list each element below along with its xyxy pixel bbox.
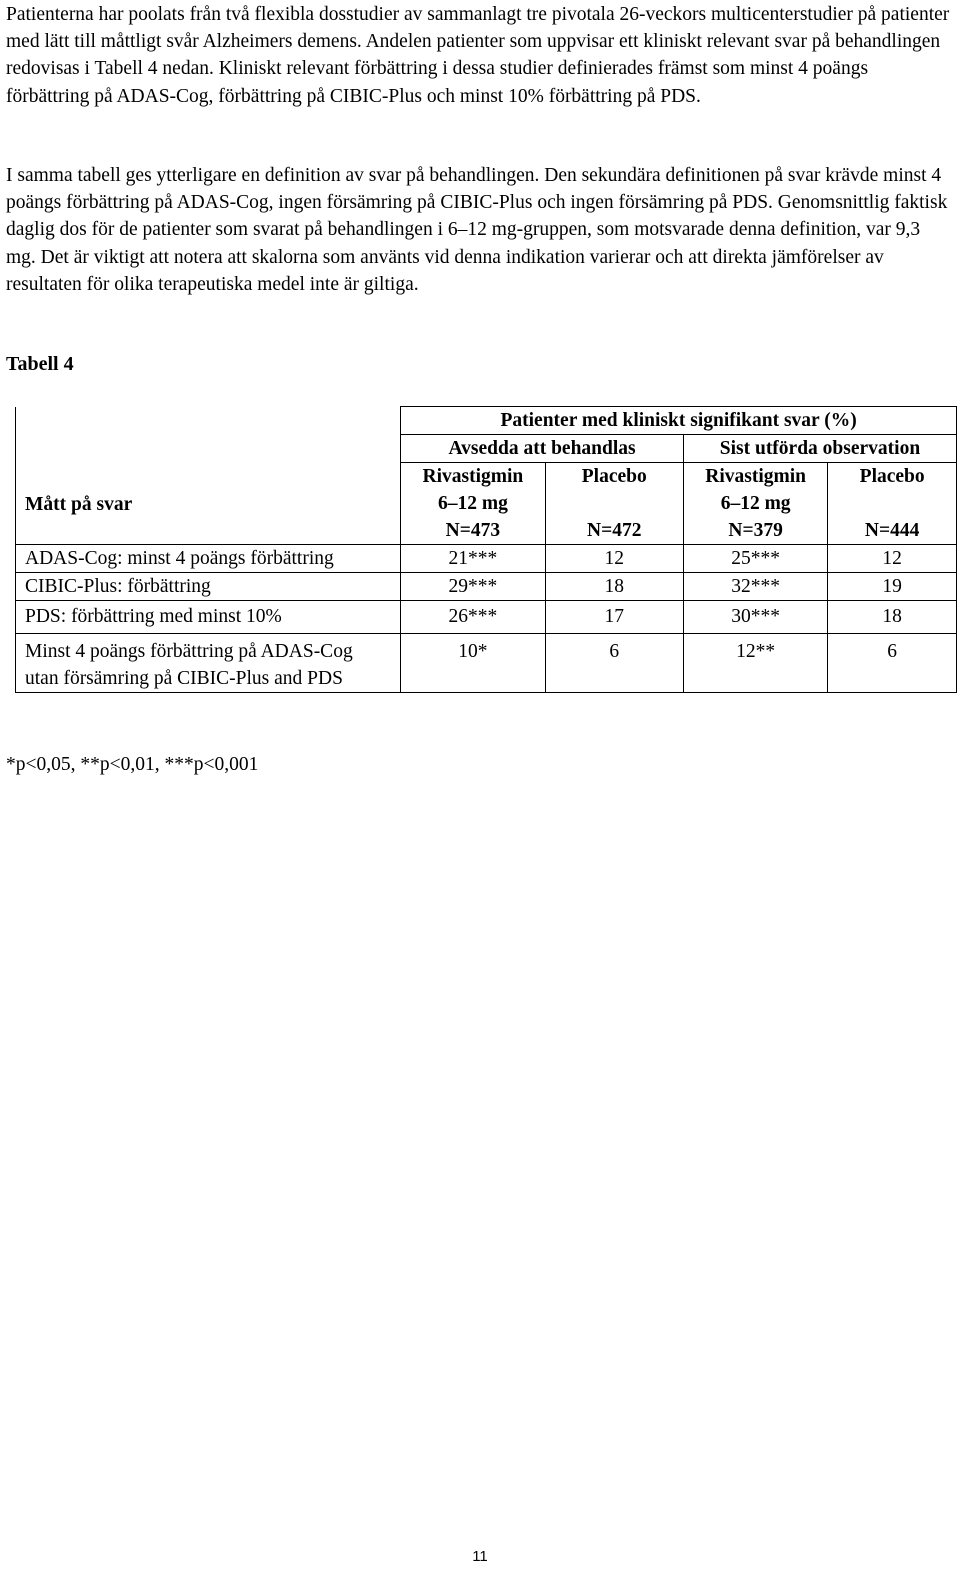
paragraph-2: I samma tabell ges ytterligare en definition av svar på behandlingen. Den sekundära definitionen på svar krävde minst 4 poängs förbättring på ADAS-Cog, ingen försämring på CIBIC-Plus och ingen försämring på PDS. Genomsnittlig faktisk daglig dos för de patienter som svarat på behandlingen i 6–12 mg-gruppen, som motsvarade denna definition, var 9,3 mg. Det är viktigt att notera att skalorna som använts vid denna indikation varierar och att direkta jämförelser av resultaten för olika terapeutiska medel inte är giltiga.	[6, 165, 948, 295]
table-row	[16, 601, 957, 634]
cell-value: 10*	[401, 634, 545, 693]
row-measure: PDS: förbättring med minst 10%	[16, 601, 401, 634]
cell-value: 6	[828, 634, 957, 693]
col-header-4	[828, 463, 957, 545]
cell-value: 6	[545, 634, 683, 693]
table-footnote: *p<0,05, **p<0,01, ***p<0,001	[6, 754, 259, 775]
col-header-n: N=473	[445, 520, 501, 541]
cell-value: 18	[828, 601, 957, 634]
table-row	[16, 634, 957, 693]
cell-value: 26***	[401, 601, 545, 634]
row-measure: ADAS-Cog: minst 4 poängs förbättring	[16, 545, 401, 573]
row-measure: CIBIC-Plus: förbättring	[16, 573, 401, 601]
cell-value: 18	[545, 573, 683, 601]
results-table	[15, 406, 957, 693]
measure-header: Mått på svar	[16, 435, 401, 545]
table-row	[16, 573, 957, 601]
cell-value: 30***	[683, 601, 827, 634]
paragraph-1: Patienterna har poolats från två flexibla dosstudier av sammanlagt tre pivotala 26-veckors multicenterstudier på patienter med lätt till måttligt svår Alzheimers demens. Andelen patienter som uppvisar ett kliniskt relevant svar på behandlingen redovisas i Tabell 4 nedan. Kliniskt relevant förbättring i dessa studier definierades främst som minst 4 poängs förbättring på ADAS-Cog, förbättring på CIBIC-Plus och minst 10% förbättring på PDS.	[6, 4, 950, 107]
table-heading: Tabell 4	[6, 353, 74, 375]
col-header-dose	[828, 490, 956, 517]
super-header: Patienter med kliniskt signifikant svar (%)	[401, 407, 957, 435]
col-header-n: N=472	[587, 520, 642, 541]
cell-value: 21***	[401, 545, 545, 573]
col-header-dose	[546, 490, 683, 517]
table-row	[16, 545, 957, 573]
col-header-n: N=379	[728, 520, 783, 541]
cell-value: 25***	[683, 545, 827, 573]
col-header-n: N=444	[864, 520, 920, 541]
col-header-3	[683, 463, 827, 545]
group-header-itt: Avsedda att behandlas	[401, 435, 684, 463]
col-header-name: Placebo	[581, 466, 647, 487]
cell-value: 12	[828, 545, 957, 573]
cell-value: 12**	[683, 634, 827, 693]
group-header-loc: Sist utförda observation	[683, 435, 956, 463]
col-header-1	[401, 463, 545, 545]
col-header-name: Rivastigmin	[705, 466, 806, 487]
col-header-name: Rivastigmin	[422, 466, 524, 487]
col-header-dose: 6–12 mg	[720, 493, 791, 514]
empty-corner-cell	[16, 407, 401, 435]
cell-value: 17	[545, 601, 683, 634]
page-number: 11	[472, 1548, 488, 1565]
col-header-dose: 6–12 mg	[437, 493, 508, 514]
cell-value: 29***	[401, 573, 545, 601]
col-header-2	[545, 463, 683, 545]
row-measure: Minst 4 poängs förbättring på ADAS-Cog utan försämring på CIBIC-Plus and PDS	[16, 634, 401, 693]
cell-value: 32***	[683, 573, 827, 601]
col-header-name: Placebo	[859, 466, 925, 487]
cell-value: 12	[545, 545, 683, 573]
cell-value: 19	[828, 573, 957, 601]
